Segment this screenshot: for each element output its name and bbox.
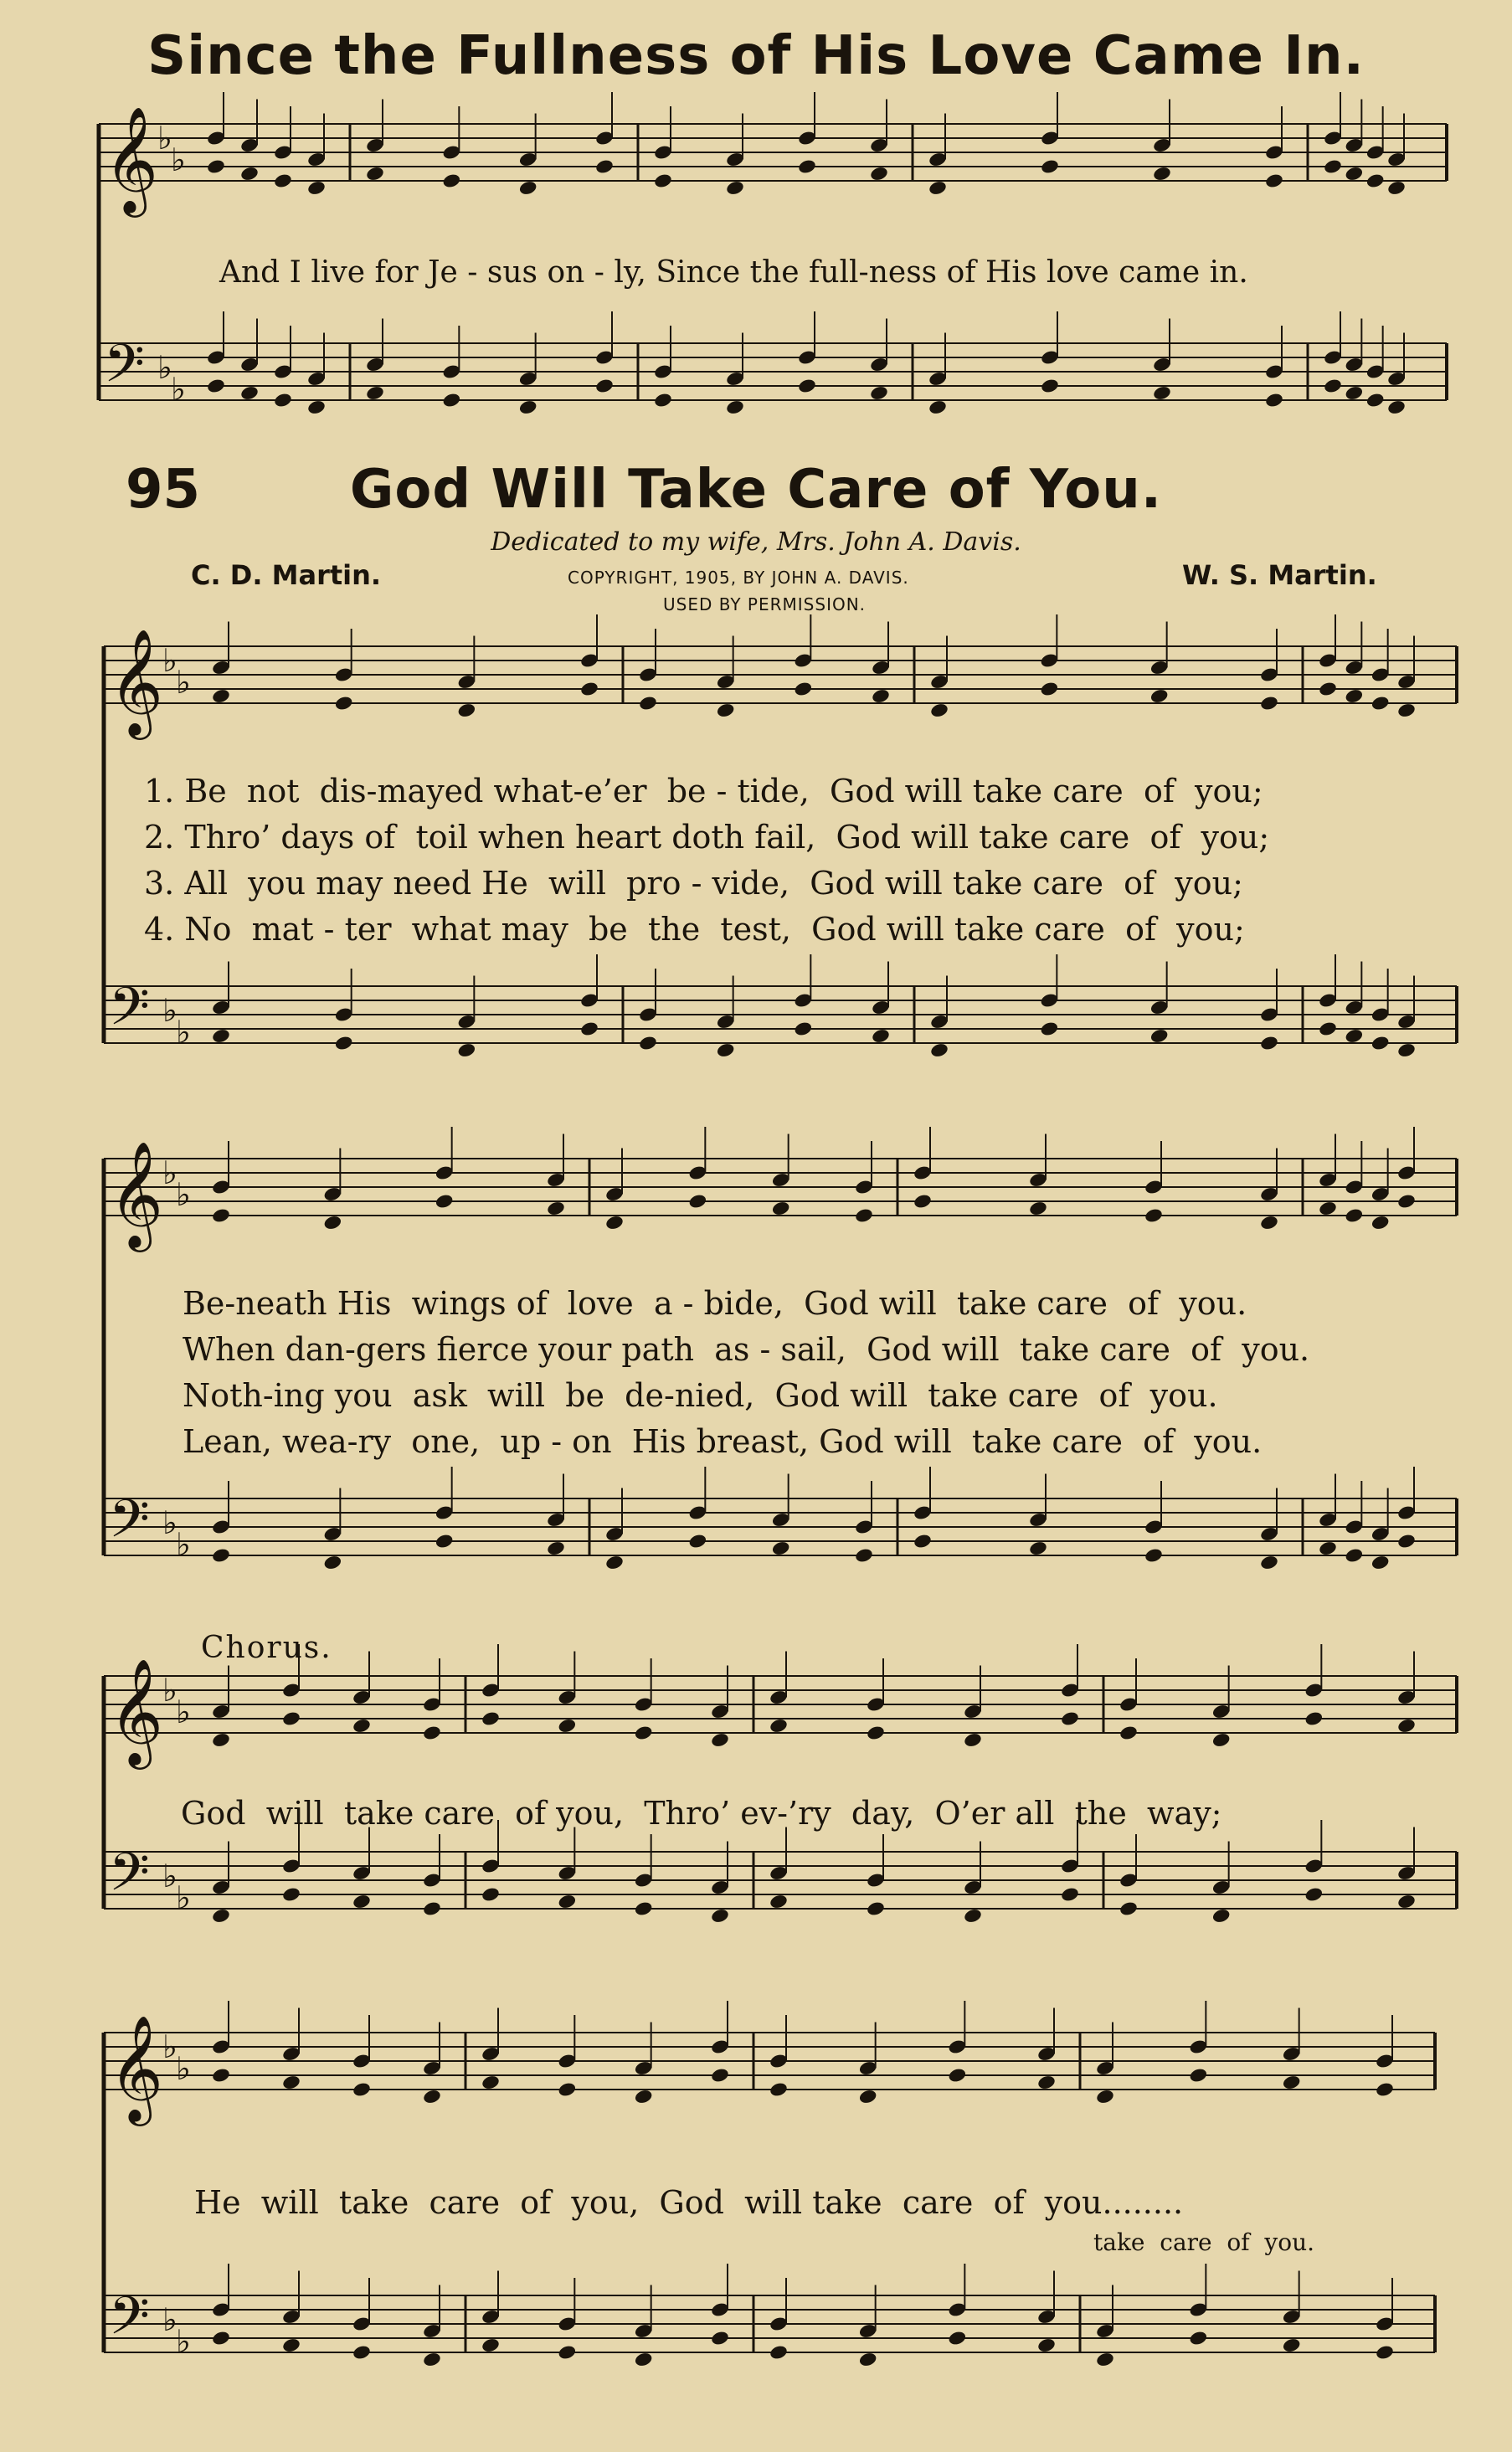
notehead — [352, 2081, 372, 2098]
notehead — [854, 1207, 874, 1224]
notehead — [688, 1533, 708, 1550]
notehead — [710, 2330, 730, 2347]
notehead — [1396, 1718, 1417, 1735]
notehead — [929, 702, 949, 719]
notehead — [579, 681, 599, 697]
notehead — [1396, 1894, 1417, 1910]
notehead — [594, 378, 615, 394]
notehead — [1259, 1555, 1279, 1571]
notehead — [1318, 1540, 1338, 1557]
notehead — [634, 2089, 654, 2105]
notehead — [442, 172, 462, 189]
notehead — [211, 1908, 231, 1925]
notehead — [594, 158, 615, 175]
notehead — [306, 180, 327, 197]
verse-1-line-a: 1. Be not dis-mayed what-e’er be - tide, God will take care of you; — [144, 773, 1263, 810]
notehead — [1144, 1547, 1164, 1564]
notehead — [1040, 158, 1060, 175]
flat-icon: ♭ — [157, 349, 172, 386]
notehead — [1040, 681, 1060, 697]
notehead — [638, 695, 658, 712]
notehead — [771, 1540, 791, 1557]
notehead — [422, 1900, 442, 1917]
notehead — [481, 2074, 501, 2091]
notehead — [1365, 392, 1386, 409]
notehead — [1036, 2337, 1057, 2354]
author: C. D. Martin. — [191, 559, 382, 591]
bass-clef-icon: 𝄢 — [109, 1488, 150, 1562]
verse-3-line-a: 3. All you may need He will pro - vide, God will take care of you; — [144, 865, 1243, 902]
flat-icon: ♭ — [162, 2028, 177, 2065]
notehead — [710, 1732, 730, 1749]
treble-clef-icon: 𝄞 — [104, 105, 159, 213]
flat-icon: ♭ — [176, 1176, 191, 1213]
notehead — [769, 1718, 789, 1735]
notehead — [1189, 2067, 1209, 2084]
notehead — [634, 1725, 654, 1741]
notehead — [869, 385, 889, 402]
bass-echo-text: take care of you. — [1093, 2228, 1315, 2256]
notehead — [1282, 2337, 1302, 2354]
notehead — [710, 1908, 730, 1925]
notehead — [481, 1886, 501, 1903]
notehead — [1396, 1533, 1417, 1550]
notehead — [352, 2344, 372, 2361]
notehead — [211, 2067, 231, 2084]
notehead — [1304, 1710, 1324, 1727]
notehead — [769, 2081, 789, 2098]
notehead — [481, 2337, 501, 2354]
notehead — [365, 385, 385, 402]
notehead — [1318, 681, 1338, 697]
treble-clef-icon: 𝄞 — [109, 2014, 164, 2121]
bass-clef-icon: 𝄢 — [109, 975, 150, 1050]
notehead — [1152, 385, 1172, 402]
flat-icon: ♭ — [162, 2301, 177, 2338]
notehead — [913, 1533, 933, 1550]
notehead — [352, 1718, 372, 1735]
notehead — [1119, 1900, 1139, 1917]
notehead — [323, 1555, 343, 1571]
notehead — [1323, 158, 1343, 175]
notehead — [435, 1193, 455, 1210]
notehead — [365, 166, 385, 182]
flat-icon: ♭ — [162, 642, 177, 679]
notehead — [206, 158, 226, 175]
notehead — [948, 2330, 968, 2347]
notehead — [638, 1035, 658, 1051]
notehead — [771, 1200, 791, 1217]
flat-icon: ♭ — [162, 992, 177, 1029]
treble-clef-icon: 𝄞 — [109, 1658, 164, 1765]
bass-clef-icon: 𝄢 — [109, 1841, 150, 1915]
notehead — [1119, 1725, 1139, 1741]
flat-icon: ♭ — [157, 120, 172, 157]
notehead — [1259, 695, 1279, 712]
notehead — [206, 378, 226, 394]
notehead — [281, 2337, 301, 2354]
treble-clef-icon: 𝄞 — [109, 628, 164, 735]
notehead — [797, 378, 817, 394]
flat-icon: ♭ — [171, 371, 186, 408]
notehead — [546, 1540, 566, 1557]
notehead — [1345, 1207, 1365, 1224]
notehead — [239, 166, 260, 182]
notehead — [869, 166, 889, 182]
notehead — [558, 1894, 578, 1910]
notehead — [211, 688, 231, 705]
notehead — [1152, 166, 1172, 182]
notehead — [1386, 180, 1407, 197]
notehead — [442, 392, 462, 409]
notehead — [1345, 1028, 1365, 1045]
notehead — [518, 180, 538, 197]
notehead — [688, 1193, 708, 1210]
notehead — [1375, 2081, 1395, 2098]
prev-hymn-lyric: And I live for Je - sus on - ly, Since the full-ness of His love came in. — [219, 255, 1248, 290]
verse-2-line-b: When dan-gers fierce your path as - sail, God will take care of you. — [183, 1331, 1310, 1368]
notehead — [1264, 172, 1284, 189]
notehead — [1095, 2352, 1115, 2368]
notehead — [928, 180, 948, 197]
hymn-title: God Will Take Care of You. — [349, 459, 1163, 521]
notehead — [1040, 1020, 1060, 1037]
notehead — [1259, 1215, 1279, 1231]
notehead — [928, 399, 948, 416]
notehead — [1282, 2074, 1302, 2091]
permission: USED BY PERMISSION. — [663, 594, 867, 614]
notehead — [1318, 1020, 1338, 1037]
notehead — [653, 172, 673, 189]
notehead — [1149, 1028, 1170, 1045]
notehead — [1318, 1200, 1338, 1217]
notehead — [1060, 1710, 1080, 1727]
notehead — [273, 392, 293, 409]
notehead — [481, 1710, 501, 1727]
notehead — [725, 399, 745, 416]
dedication: Dedicated to my wife, Mrs. John A. Davis. — [491, 527, 1021, 557]
flat-icon: ♭ — [176, 1694, 191, 1730]
notehead — [716, 702, 736, 719]
notehead — [422, 2352, 442, 2368]
notehead — [1028, 1540, 1048, 1557]
verse-1-line-b: Be-neath His wings of love a - bide, God will take care of you. — [183, 1285, 1247, 1322]
notehead — [1264, 392, 1284, 409]
notehead — [211, 1732, 231, 1749]
notehead — [604, 1555, 625, 1571]
notehead — [797, 158, 817, 175]
notehead — [948, 2067, 968, 2084]
composer: W. S. Martin. — [1182, 559, 1377, 591]
notehead — [794, 681, 814, 697]
flat-icon: ♭ — [176, 2050, 191, 2087]
flat-icon: ♭ — [171, 141, 186, 178]
notehead — [871, 688, 891, 705]
notehead — [211, 2330, 231, 2347]
notehead — [1396, 1193, 1417, 1210]
notehead — [1345, 385, 1365, 402]
notehead — [558, 1718, 578, 1735]
notehead — [769, 1894, 789, 1910]
notehead — [604, 1215, 625, 1231]
notehead — [1095, 2089, 1115, 2105]
notehead — [1371, 1215, 1391, 1231]
notehead — [1211, 1908, 1232, 1925]
notehead — [281, 2074, 301, 2091]
notehead — [1396, 702, 1417, 719]
notehead — [1323, 378, 1343, 394]
verse-4-line-a: 4. No mat - ter what may be the test, God will take care of you; — [144, 911, 1245, 948]
notehead — [546, 1200, 566, 1217]
notehead — [1211, 1732, 1232, 1749]
chorus-line-2: He will take care of you, God will take care of you........ — [194, 2184, 1184, 2221]
notehead — [963, 1908, 983, 1925]
flat-icon: ♭ — [176, 1879, 191, 1916]
notehead — [854, 1547, 874, 1564]
notehead — [1371, 695, 1391, 712]
verse-4-line-b: Lean, wea-ry one, up - on His breast, God will take care of you. — [183, 1423, 1263, 1460]
notehead — [963, 1732, 983, 1749]
flat-icon: ♭ — [162, 1672, 177, 1709]
notehead — [352, 1894, 372, 1910]
notehead — [634, 2352, 654, 2368]
notehead — [211, 1547, 231, 1564]
notehead — [518, 399, 538, 416]
notehead — [866, 1725, 886, 1741]
notehead — [1365, 172, 1386, 189]
notehead — [634, 1900, 654, 1917]
notehead — [422, 1725, 442, 1741]
notehead — [281, 1710, 301, 1727]
notehead — [1144, 1207, 1164, 1224]
treble-clef-icon: 𝄞 — [109, 1140, 164, 1247]
verse-3-line-b: Noth-ing you ask will be de-nied, God will take care of you. — [183, 1377, 1218, 1414]
notehead — [871, 1028, 891, 1045]
notehead — [725, 180, 745, 197]
notehead — [239, 385, 260, 402]
notehead — [1304, 1886, 1324, 1903]
verse-2-line-a: 2. Thro’ days of toil when heart doth fail, God will take care of you; — [144, 819, 1270, 856]
notehead — [273, 172, 293, 189]
notehead — [858, 2089, 878, 2105]
notehead — [558, 2081, 578, 2098]
bass-clef-icon: 𝄢 — [109, 2285, 150, 2359]
notehead — [211, 1028, 231, 1045]
chorus-label: Chorus. — [201, 1631, 332, 1665]
notehead — [794, 1020, 814, 1037]
flat-icon: ♭ — [176, 1526, 191, 1563]
flat-icon: ♭ — [176, 2323, 191, 2360]
notehead — [457, 1042, 477, 1059]
notehead — [281, 1886, 301, 1903]
notehead — [913, 1193, 933, 1210]
notehead — [323, 1215, 343, 1231]
notehead — [929, 1042, 949, 1059]
notehead — [1345, 166, 1365, 182]
notehead — [1345, 688, 1365, 705]
notehead — [1189, 2330, 1209, 2347]
notehead — [1345, 1547, 1365, 1564]
chorus-line-1: God will take care of you, Thro’ ev-’ry day, O’er all the way; — [181, 1795, 1222, 1832]
notehead — [1396, 1042, 1417, 1059]
copyright: COPYRIGHT, 1905, BY JOHN A. DAVIS. — [568, 568, 909, 588]
notehead — [1259, 1035, 1279, 1051]
notehead — [579, 1020, 599, 1037]
notehead — [866, 1900, 886, 1917]
notehead — [211, 1207, 231, 1224]
notehead — [1375, 2344, 1395, 2361]
notehead — [653, 392, 673, 409]
flat-icon: ♭ — [162, 1504, 177, 1541]
bass-clef-icon: 𝄢 — [104, 332, 145, 407]
notehead — [1149, 688, 1170, 705]
notehead — [457, 702, 477, 719]
notehead — [334, 695, 354, 712]
flat-icon: ♭ — [162, 1154, 177, 1191]
prev-hymn-title: Since the Fullness of His Love Came In. — [147, 25, 1365, 87]
notehead — [858, 2352, 878, 2368]
notehead — [1060, 1886, 1080, 1903]
notehead — [710, 2067, 730, 2084]
notehead — [1371, 1035, 1391, 1051]
notehead — [558, 2344, 578, 2361]
flat-icon: ♭ — [162, 1858, 177, 1894]
notehead — [1036, 2074, 1057, 2091]
notehead — [716, 1042, 736, 1059]
flat-icon: ♭ — [176, 664, 191, 701]
notehead — [306, 399, 327, 416]
notehead — [1040, 378, 1060, 394]
notehead — [435, 1533, 455, 1550]
notehead — [1386, 399, 1407, 416]
hymn-number: 95 — [126, 459, 201, 521]
notehead — [422, 2089, 442, 2105]
notehead — [334, 1035, 354, 1051]
notehead — [1028, 1200, 1048, 1217]
notehead — [769, 2344, 789, 2361]
flat-icon: ♭ — [176, 1014, 191, 1051]
notehead — [1371, 1555, 1391, 1571]
